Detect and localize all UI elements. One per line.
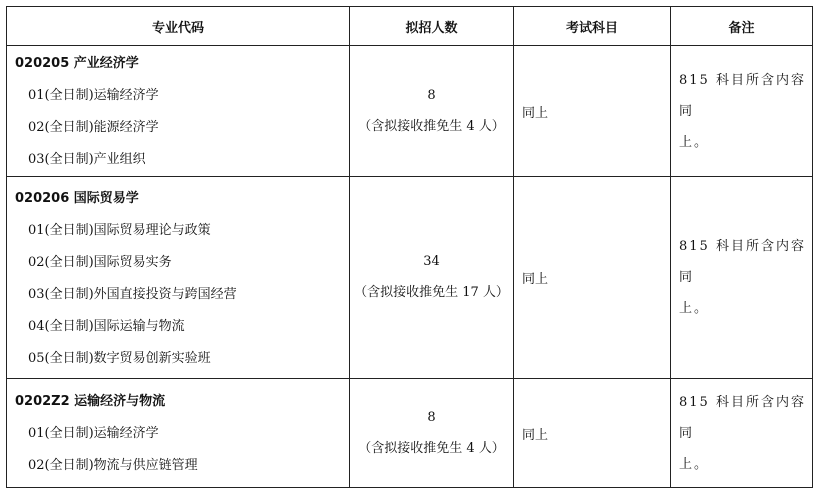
quota-value: 8	[427, 87, 436, 103]
quota-value: 34	[423, 254, 440, 269]
table-row	[7, 177, 813, 379]
major-title: 0202Z2 运输经济与物流	[15, 394, 166, 409]
note-line: 上。	[679, 134, 710, 150]
header-notes: 备注	[671, 7, 813, 46]
major-title: 020205 产业经济学	[15, 56, 139, 71]
direction-item: 01(全日制)国际贸易理论与政策	[28, 222, 211, 238]
direction-item: 04(全日制)国际运输与物流	[28, 318, 185, 334]
note-line: 815 科目所含内容同	[679, 239, 806, 285]
notes-cell	[671, 46, 813, 177]
quota-note: （含拟接收推免生 17 人）	[354, 285, 509, 300]
note-line: 815 科目所含内容同	[679, 72, 806, 119]
direction-item: 05(全日制)数字贸易创新实验班	[28, 350, 211, 366]
quota-note: （含拟接收推免生 4 人）	[358, 118, 505, 134]
header-quota: 拟招人数	[350, 7, 514, 46]
table-row	[7, 379, 813, 488]
direction-item: 02(全日制)物流与供应链管理	[28, 458, 198, 473]
header-subjects: 考试科目	[514, 7, 671, 46]
major-cell	[7, 177, 350, 379]
subjects-value: 同上	[522, 272, 549, 287]
header-row	[7, 7, 813, 46]
major-title: 020206 国际贸易学	[15, 190, 139, 206]
note-line: 815 科目所含内容同	[679, 394, 806, 441]
quota-value: 8	[427, 409, 436, 425]
subjects-value: 同上	[522, 105, 549, 121]
quota-cell	[350, 379, 514, 488]
direction-item: 01(全日制)运输经济学	[28, 426, 159, 441]
major-cell	[7, 46, 350, 177]
note-line: 上。	[679, 456, 710, 472]
quota-note: （含拟接收推免生 4 人）	[358, 440, 505, 456]
direction-item: 03(全日制)外国直接投资与跨国经营	[28, 286, 237, 302]
quota-cell	[350, 46, 514, 177]
subjects-cell	[514, 177, 671, 379]
admissions-table	[6, 6, 813, 488]
quota-cell	[350, 177, 514, 379]
direction-item: 01(全日制)运输经济学	[28, 88, 159, 103]
subjects-cell	[514, 379, 671, 488]
major-cell	[7, 379, 350, 488]
note-line: 上。	[679, 301, 710, 316]
direction-item: 03(全日制)产业组织	[28, 152, 146, 167]
subjects-cell	[514, 46, 671, 177]
notes-cell	[671, 177, 813, 379]
direction-item: 02(全日制)国际贸易实务	[28, 254, 172, 270]
header-code: 专业代码	[7, 7, 350, 46]
notes-cell	[671, 379, 813, 488]
direction-item: 02(全日制)能源经济学	[28, 120, 159, 135]
subjects-value: 同上	[522, 427, 549, 443]
table-row	[7, 46, 813, 177]
